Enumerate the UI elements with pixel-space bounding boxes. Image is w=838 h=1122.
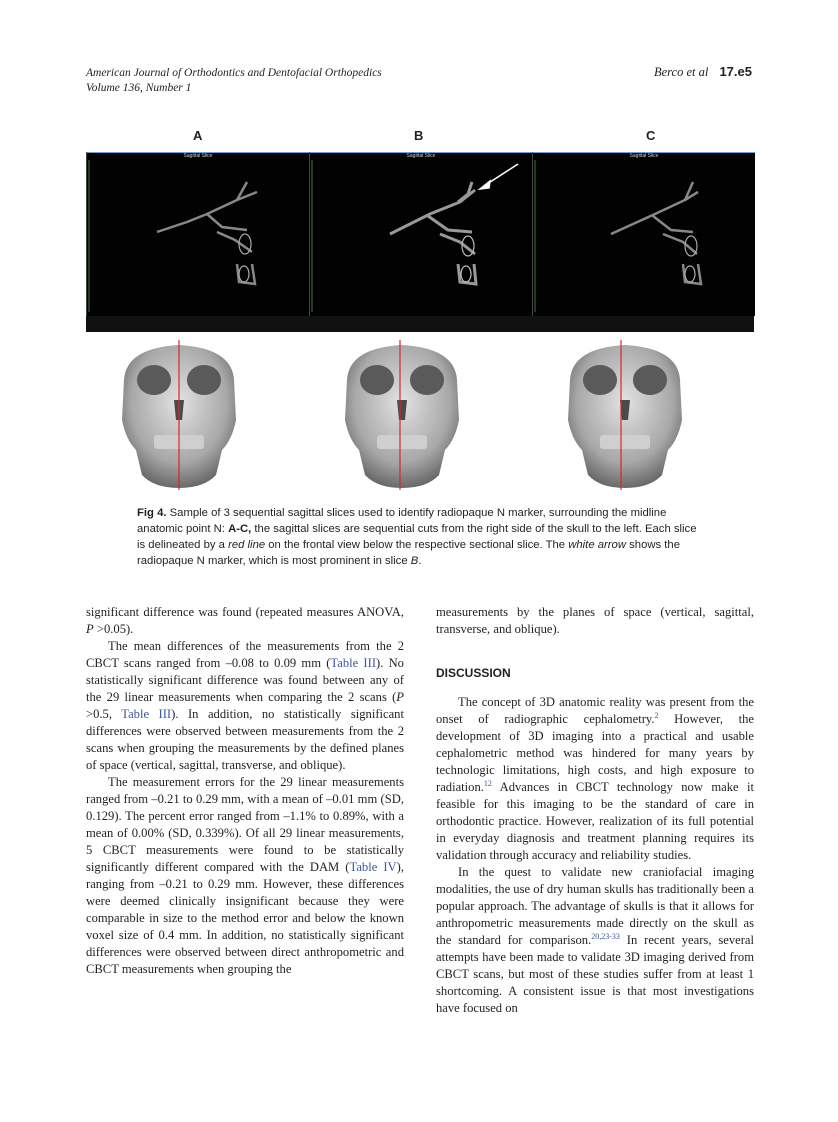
slice-title: Sagittal Slice [629,153,659,159]
slice-image-b [310,152,532,316]
journal-header [86,66,382,96]
panel-label-b: B [414,128,424,143]
paragraph: In the quest to validate new craniofacial imaging modalities, the use of dry human skulls has traditionally been a popular approach. The advantage of skulls is that it allows for anthropometric measurements made directly on the skull as the standard for comparison.$^{20,23-33}$ In recent years, several attempts have been made to validate 3D imaging derived from CBCT scans, but most of these studies suffer from at least 1 shortcoming. A consistent issue is that most investigations have focused on [436,865,754,1015]
table-link[interactable]: Table III [121,707,172,721]
slice-title: Sagittal Slice [406,153,436,159]
paragraph: significant difference was found (repeated measures ANOVA, P >0.05). [86,605,404,636]
left-column [86,604,404,978]
frontal-skull-view-b [327,340,477,490]
sagittal-slice-c [532,152,755,316]
panel-label-a: A [193,128,203,143]
paragraph: The measurement errors for the 29 linear measurements ranged from –0.21 to 0.29 mm, with a mean of –0.01 mm (SD, 0.129). The percent error ranged from –1.1% to 0.89%, with a mean of 0.00% (SD, 0.339%). Of all 29 linear measurements, 5 CBCT measurements were found to be statistically significantly different compared with the DAM (Table IV), ranging from –0.21 to 0.29 mm. However, these differences were deemed clinically insignificant because they were comparable in size to the method error and below the known voxel size of 0.4 mm. In addition, no statistically significant differences were observed between direct anthropometric and CBCT measurements when grouping the [86,775,404,976]
white-arrow-icon [480,164,518,189]
frontal-skull-view-a [104,340,254,490]
page-number: 17.e5 [719,64,752,79]
table-link[interactable]: Table III [330,656,377,670]
slice-image-c [533,152,755,316]
journal-title: American Journal of Orthodontics and Dentofacial Orthopedics [86,67,382,79]
slice-image-a [87,152,309,316]
reference-link[interactable]: 12 [483,778,492,788]
paragraph: The concept of 3D anatomic reality was present from the onset of radiographic cephalometry.$^2$ However, the development of 3D imaging into a practical and usable cephalometric method was hindered for many years by technologic limitations, high costs, and high exposure to radiation.$^{12}$ Advances in CBCT technology now make it feasible for this imaging to be the standard of care in orthodontic practice. However, realization of its full potential in everyday diagnosis and treatment planning requires its validation through accuracy and reliability studies. [436,695,754,862]
sagittal-slices-figure [86,152,754,332]
paragraph: measurements by the planes of space (vertical, sagittal, transverse, and oblique). [436,605,754,636]
running-authors: Berco et al [653,65,709,79]
sagittal-slice-a [86,152,309,316]
reference-link[interactable]: 2 [654,710,659,720]
panel-label-c: C [646,128,656,143]
right-column [436,604,754,1017]
caption-label: Fig 4. [137,507,167,519]
table-link[interactable]: Table IV [349,860,397,874]
slice-title: Sagittal Slice [183,153,213,159]
frontal-skull-view-c [550,340,700,490]
paragraph: The mean differences of the measurements from the 2 CBCT scans ranged from –0.08 to 0.09 mm (Table III). No statistically significant difference was found between any of the 29 linear measurements when comparing the 2 scans (P >0.5, Table III). In addition, no statistically significant differences were observed between measurements from the 2 scans when grouping the measurements by the defined planes of space (vertical, sagittal, transverse, and oblique). [86,639,404,772]
journal-volume: Volume 136, Number 1 [86,82,192,94]
reference-link[interactable]: 20,23-33 [591,931,620,941]
figure-caption: Fig 4. Sample of 3 sequential sagittal slices used to identify radiopaque N marker, surrounding the midline anatomic point N: A-C, the sagittal slices are sequential cuts from the right side of the skull to the left. Each slice is delineated by a red line on the frontal view below the respective sectional slice. The white arrow shows the radiopaque N marker, which is most prominent in slice B. [137,507,697,567]
sagittal-slice-b [309,152,532,316]
page-header-right [654,64,752,80]
section-heading: DISCUSSION [436,666,511,680]
